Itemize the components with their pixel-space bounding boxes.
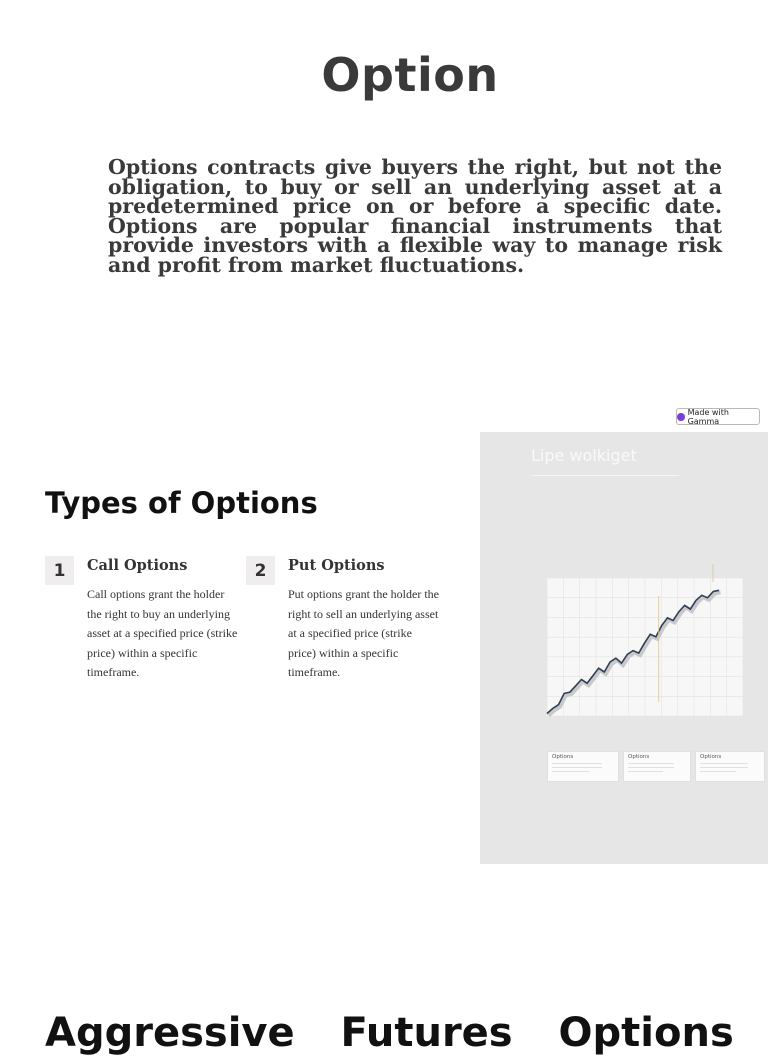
made-with-gamma-badge[interactable]: [676, 408, 760, 425]
info-card: Options: [547, 751, 619, 782]
intro-paragraph: Options contracts give buyers the right, but not the obligation, to buy or sell an underlying asset at a predetermined price on or before a specific date. Options are popular financial instruments that provide investors with a flexible way to manage risk and profit from market fluctuations.: [108, 155, 722, 277]
gamma-logo-icon: [677, 413, 685, 421]
chart-image-panel: [480, 432, 768, 864]
types-section-title: Types of Options: [45, 486, 318, 520]
option-number: 2: [246, 556, 275, 585]
chart-title: Lipe wolkiget: [531, 446, 637, 465]
line-chart: [480, 432, 768, 864]
next-section-title: Aggressive Futures Options: [45, 1010, 734, 1056]
option-number: 1: [45, 556, 74, 585]
option-title: Put Options: [288, 557, 385, 574]
option-description: Put options grant the holder the right to sell an underlying asset at a specified price (strike price) within a specific timeframe.: [288, 587, 439, 679]
option-title: Call Options: [87, 557, 188, 574]
badge-label: Made with Gamma: [687, 407, 729, 426]
page-title: Option: [321, 48, 499, 102]
info-card: Options: [623, 751, 691, 782]
info-card: Options: [695, 751, 765, 782]
option-description: Call options grant the holder the right to buy an underlying asset at a specified price (strike price) within a specific timeframe.: [87, 587, 238, 679]
